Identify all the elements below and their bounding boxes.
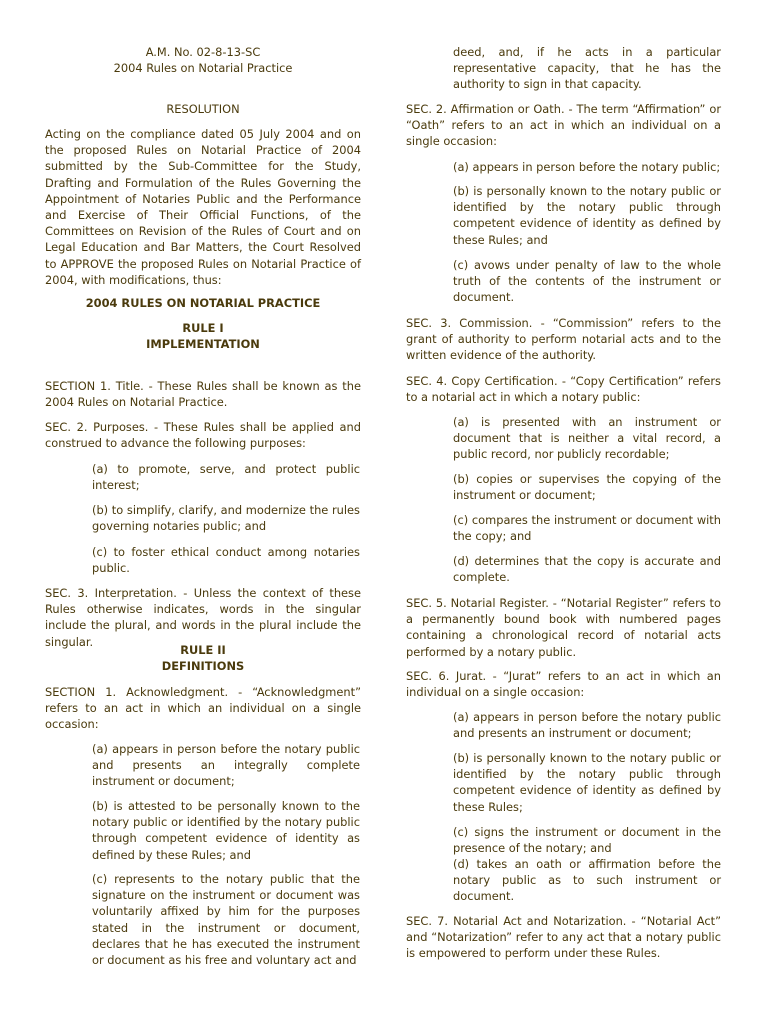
rule2-section4-item-d: (d) determines that the copy is accurate and complete. [453,554,721,585]
rule1-section2-item-b: (b) to simplify, clarify, and modernize the rules governing notaries public; and [92,503,360,534]
rule2-section4: SEC. 4. Copy Certification. - “Copy Certification” refers to a notarial act in which a notary public: [406,374,721,405]
rule2-heading: RULE II [180,643,226,657]
case-number: A.M. No. 02-8-13-SC [145,45,261,59]
rule2-section6: SEC. 6. Jurat. - “Jurat” refers to an act in which an individual on a single occasion: [406,669,721,700]
rules-title: 2004 RULES ON NOTARIAL PRACTICE [85,296,321,310]
rule1-section3: SEC. 3. Interpretation. - Unless the context of these Rules otherwise indicates, words in the singular include the plural, and words in the plural include the singular. [45,586,361,649]
rule2-section1: SECTION 1. Acknowledgment. - “Acknowledgment” refers to an act in which an individual on a single occasion: [45,685,361,732]
rule1-section2-item-c: (c) to foster ethical conduct among notaries public. [92,545,360,576]
rule2-section4-item-a: (a) is presented with an instrument or document that is neither a vital record, a public record, nor publicly recordable; [453,415,721,462]
document-title: 2004 Rules on Notarial Practice [113,61,293,75]
rule2-section3: SEC. 3. Commission. - “Commission” refers to the grant of authority to perform notarial acts and to the written evidence of the authority. [406,316,721,363]
rule2-section1-item-c-continued: deed, and, if he acts in a particular representative capacity, that he has the authority to sign in that capacity. [453,45,721,92]
rule2-section4-item-c: (c) compares the instrument or document with the copy; and [453,513,721,544]
rule2-section6-item-a: (a) appears in person before the notary public and presents an instrument or document; [453,710,721,741]
rule2-subheading: DEFINITIONS [161,659,245,673]
rule1-section2-item-a: (a) to promote, serve, and protect public interest; [92,462,360,493]
rule1-heading: RULE I [182,321,224,335]
rule2-section6-item-d: (d) takes an oath or affirmation before the notary public as to such instrument or document. [453,857,721,904]
rule1-section1: SECTION 1. Title. - These Rules shall be known as the 2004 Rules on Notarial Practice. [45,379,361,410]
rule2-section2-item-a: (a) appears in person before the notary public; [453,160,721,174]
rule2-section2-item-c: (c) avows under penalty of law to the whole truth of the contents of the instrument or document. [453,258,721,305]
rule2-section1-item-a: (a) appears in person before the notary public and presents an integrally complete instrument or document; [92,742,360,789]
resolution-heading: RESOLUTION [166,102,240,116]
rule2-section2: SEC. 2. Affirmation or Oath. - The term “Affirmation” or “Oath” refers to an act in which an individual on a single occasion: [406,102,721,149]
rule1-section2: SEC. 2. Purposes. - These Rules shall be applied and construed to advance the following purposes: [45,420,361,451]
rule1-subheading: IMPLEMENTATION [146,337,260,351]
rule2-section2-item-b: (b) is personally known to the notary public or identified by the notary public through competent evidence of identity as defined by these Rules; and [453,184,721,247]
rule2-section4-item-b: (b) copies or supervises the copying of the instrument or document; [453,472,721,503]
rule2-section5: SEC. 5. Notarial Register. - “Notarial Register” refers to a permanently bound book with numbered pages containing a chronological record of notarial acts performed by a notary public. [406,596,721,659]
intro-paragraph: Acting on the compliance dated 05 July 2004 and on the proposed Rules on Notarial Practice of 2004 submitted by the Sub-Committee for the Study, Drafting and Formulation of the Rules Governing the Appointment of Notaries Public and the Performance and Exercise of Their Official Functions, of the Committees on Revision of the Rules of Court and on Legal Education and Bar Matters, the Court Resolved to APPROVE the proposed Rules on Notarial Practice of 2004, with modifications, thus: [45,127,361,287]
rule2-section6-item-b: (b) is personally known to the notary public or identified by the notary public through competent evidence of identity as defined by these Rules; [453,751,721,814]
rule2-section1-item-b: (b) is attested to be personally known to the notary public or identified by the notary public through competent evidence of identity as defined by these Rules; and [92,799,360,862]
rule2-section1-item-c: (c) represents to the notary public that the signature on the instrument or document was voluntarily affixed by him for the purposes stated in the instrument or document, declares that he has executed the instrument or document as his free and voluntary act and [92,872,360,968]
rule2-section6-item-c: (c) signs the instrument or document in the presence of the notary; and [453,825,721,856]
rule2-section7: SEC. 7. Notarial Act and Notarization. - “Notarial Act” and “Notarization” refer to any act that a notary public is empowered to perform under these Rules. [406,914,721,961]
